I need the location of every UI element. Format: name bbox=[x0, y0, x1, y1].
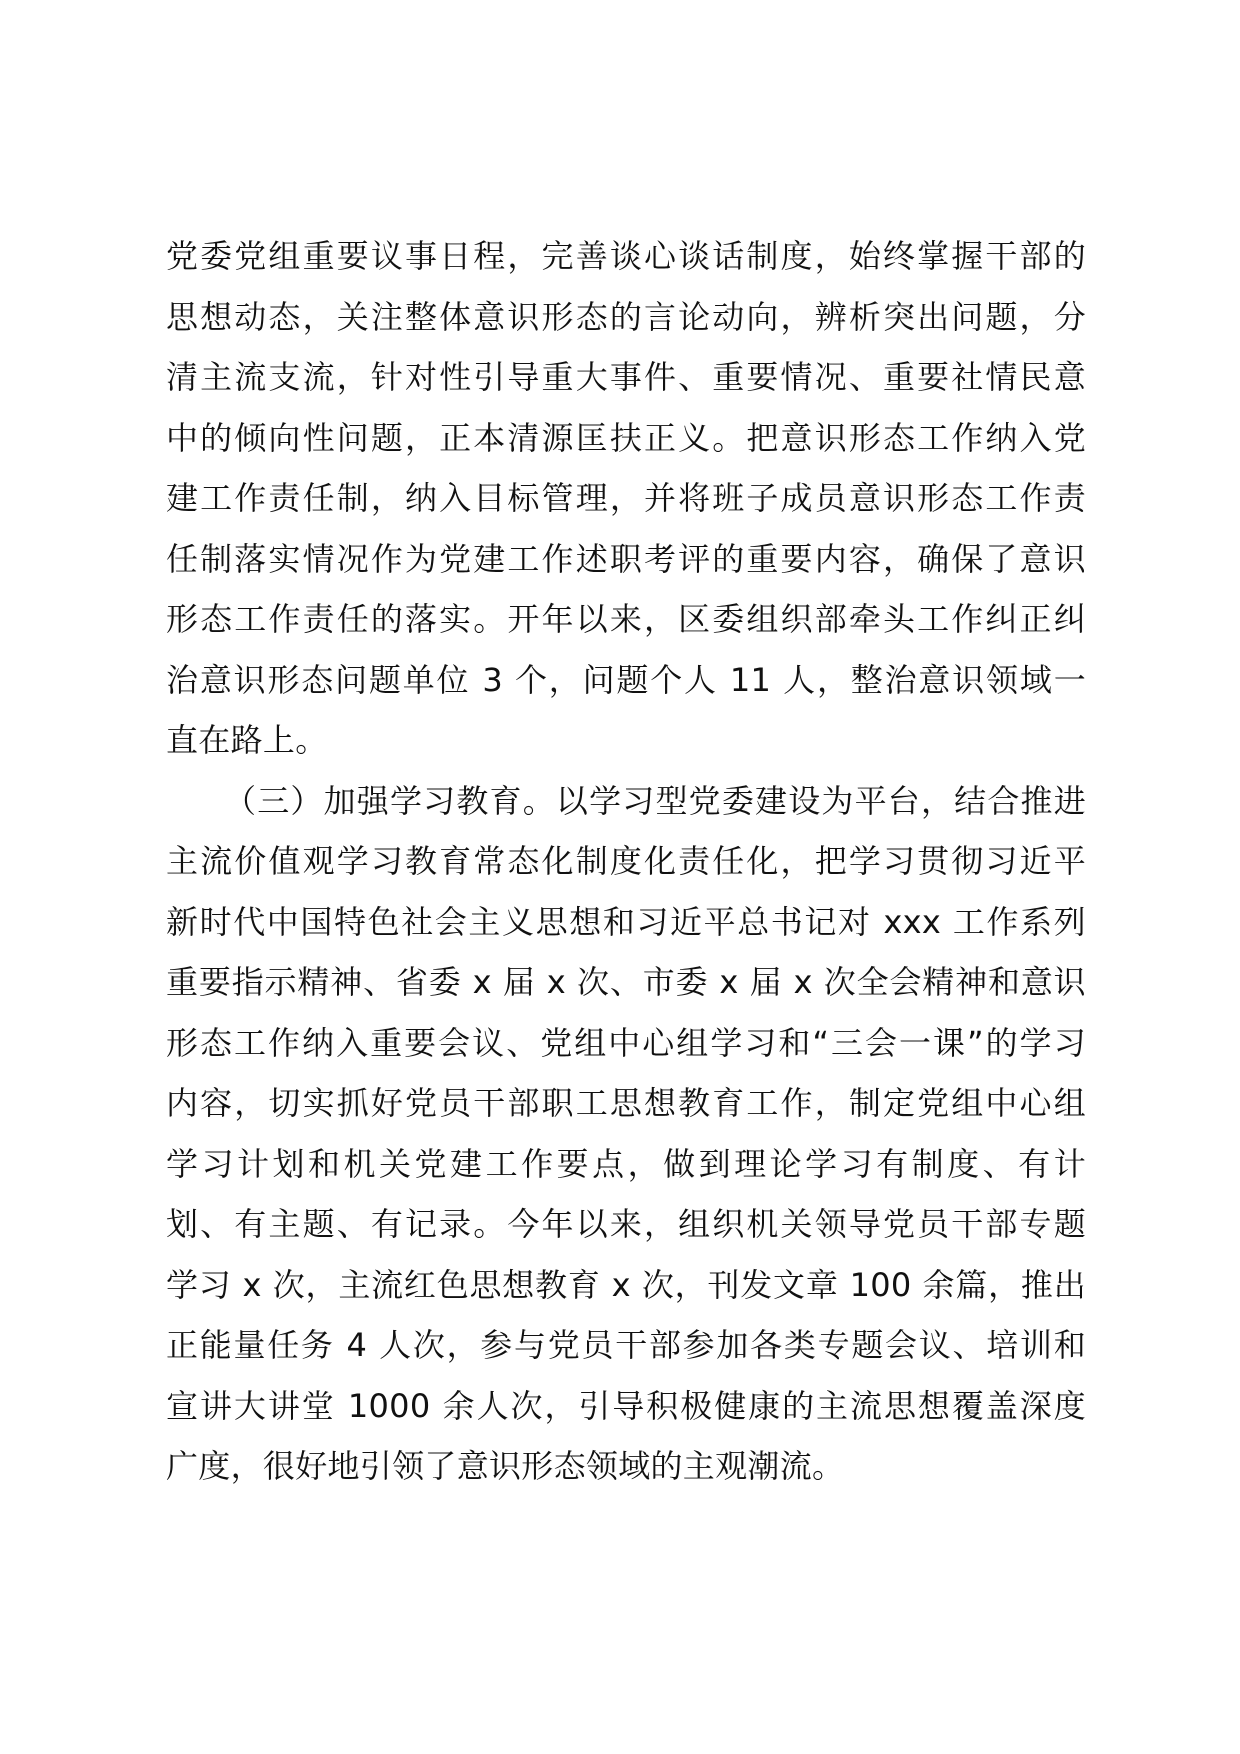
paragraph-line: 宣讲大讲堂 1000 余人次，引导积极健康的主流思想覆盖深度 bbox=[166, 1386, 1086, 1425]
paragraph-line: 主流价值观学习教育常态化制度化责任化，把学习贯彻习近平 bbox=[166, 842, 1086, 880]
paragraph-1 bbox=[166, 226, 1086, 771]
paragraph-line: 思想动态，关注整体意识形态的言论动向，辨析突出问题，分 bbox=[166, 297, 1086, 336]
paragraph-line: 学习 x 次，主流红色思想教育 x 次，刊发文章 100 余篇，推出 bbox=[166, 1265, 1086, 1304]
paragraph-line: 形态工作纳入重要会议、党组中心组学习和“三会一课”的学习 bbox=[166, 1023, 1086, 1062]
paragraph-heading-line: （三）加强学习教育。以学习型党委建设为平台，结合推进 bbox=[224, 781, 1086, 820]
paragraph-line: 内容，切实抓好党员干部职工思想教育工作，制定党组中心组 bbox=[166, 1084, 1086, 1122]
paragraph-2 bbox=[166, 771, 1086, 1497]
paragraph-line: 形态工作责任的落实。开年以来，区委组织部牵头工作纠正纠 bbox=[166, 600, 1086, 638]
paragraph-line: 新时代中国特色社会主义思想和习近平总书记对 xxx 工作系列 bbox=[166, 902, 1086, 941]
paragraph-line: 建工作责任制，纳入目标管理，并将班子成员意识形态工作责 bbox=[166, 479, 1086, 517]
paragraph-line: 重要指示精神、省委 x 届 x 次、市委 x 届 x 次全会精神和意识 bbox=[166, 963, 1086, 1001]
paragraph-line: 党委党组重要议事日程，完善谈心谈话制度，始终掌握干部的 bbox=[166, 237, 1086, 275]
paragraph-line: 中的倾向性问题，正本清源匡扶正义。把意识形态工作纳入党 bbox=[166, 418, 1086, 457]
paragraph-line: 正能量任务 4 人次，参与党员干部参加各类专题会议、培训和 bbox=[166, 1326, 1086, 1364]
body-text bbox=[166, 226, 1086, 1497]
paragraph-line: 直在路上。 bbox=[166, 721, 328, 759]
paragraph-line: 广度，很好地引领了意识形态领域的主观潮流。 bbox=[166, 1447, 845, 1485]
paragraph-line: 划、有主题、有记录。今年以来，组织机关领导党员干部专题 bbox=[166, 1205, 1086, 1243]
paragraph-line: 学习计划和机关党建工作要点，做到理论学习有制度、有计 bbox=[166, 1144, 1086, 1183]
paragraph-line: 治意识形态问题单位 3 个，问题个人 11 人，整治意识领域一 bbox=[166, 660, 1086, 699]
paragraph-line: 任制落实情况作为党建工作述职考评的重要内容，确保了意识 bbox=[166, 539, 1086, 578]
paragraph-line: 清主流支流，针对性引导重大事件、重要情况、重要社情民意 bbox=[166, 358, 1086, 396]
